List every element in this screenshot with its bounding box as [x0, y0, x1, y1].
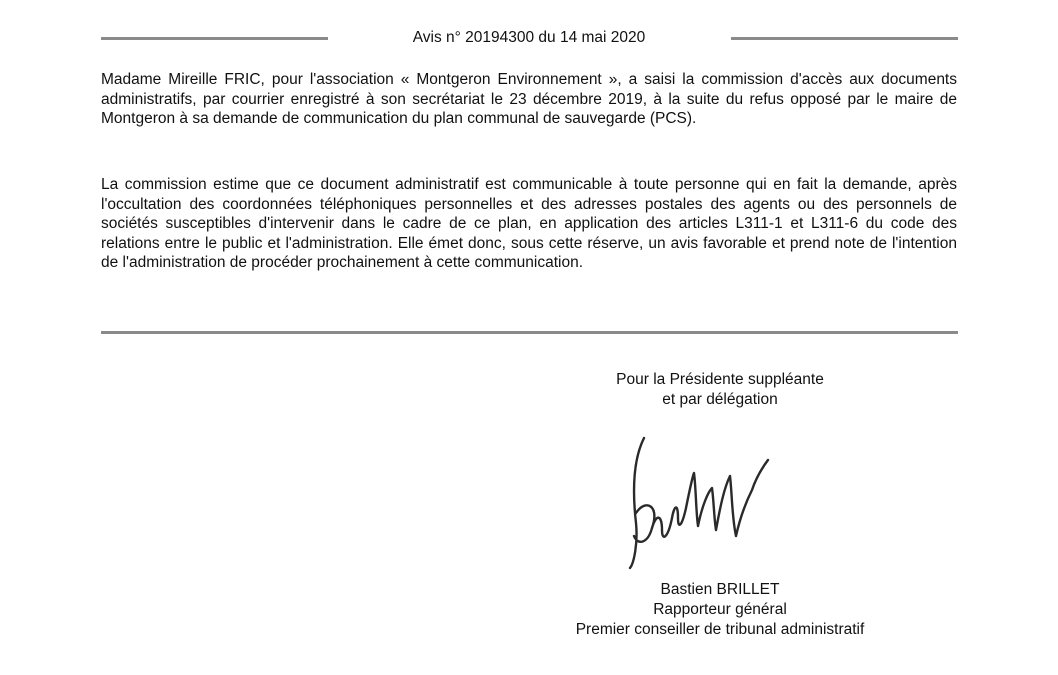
header-rule-left	[101, 37, 328, 40]
signatory-name: Bastien BRILLET	[660, 581, 780, 598]
page-title: Avis n° 20194300 du 14 mai 2020	[412, 29, 646, 46]
signatory-role: Rapporteur général	[653, 601, 787, 618]
signatory-title: Premier conseiller de tribunal administratif	[575, 621, 865, 638]
signatory-block	[520, 580, 920, 640]
paragraph-referral: Madame Mireille FRIC, pour l'association « Montgeron Environnement », a saisi la commission d'accès aux documents administratifs, par courrier enregistré à son secrétariat le 23 décembre 2019, à la suite du refus opposé par le maire de Montgeron à sa demande de communication du plan communal de sauvegarde (PCS).	[101, 71, 957, 128]
header-rule-right	[731, 37, 958, 40]
handwritten-signature	[612, 418, 802, 578]
section-divider	[101, 331, 958, 334]
paragraph-opinion: La commission estime que ce document administratif est communicable à toute personne qui en fait la demande, après l'occultation des coordonnées téléphoniques personnelles et des adresses postales des agents ou des personnels de sociétés susceptibles d'intervenir dans le cadre de ce plan, en application des articles L311-1 et L311-6 du code des relations entre le public et l'administration. Elle émet donc, sous cette réserve, un avis favorable et prend note de l'intention de l'administration de procéder prochainement à cette communication.	[101, 176, 957, 272]
signature-delegation	[520, 370, 920, 410]
delegation-line: et par délégation	[662, 391, 778, 408]
delegation-for-line: Pour la Présidente suppléante	[616, 371, 824, 388]
